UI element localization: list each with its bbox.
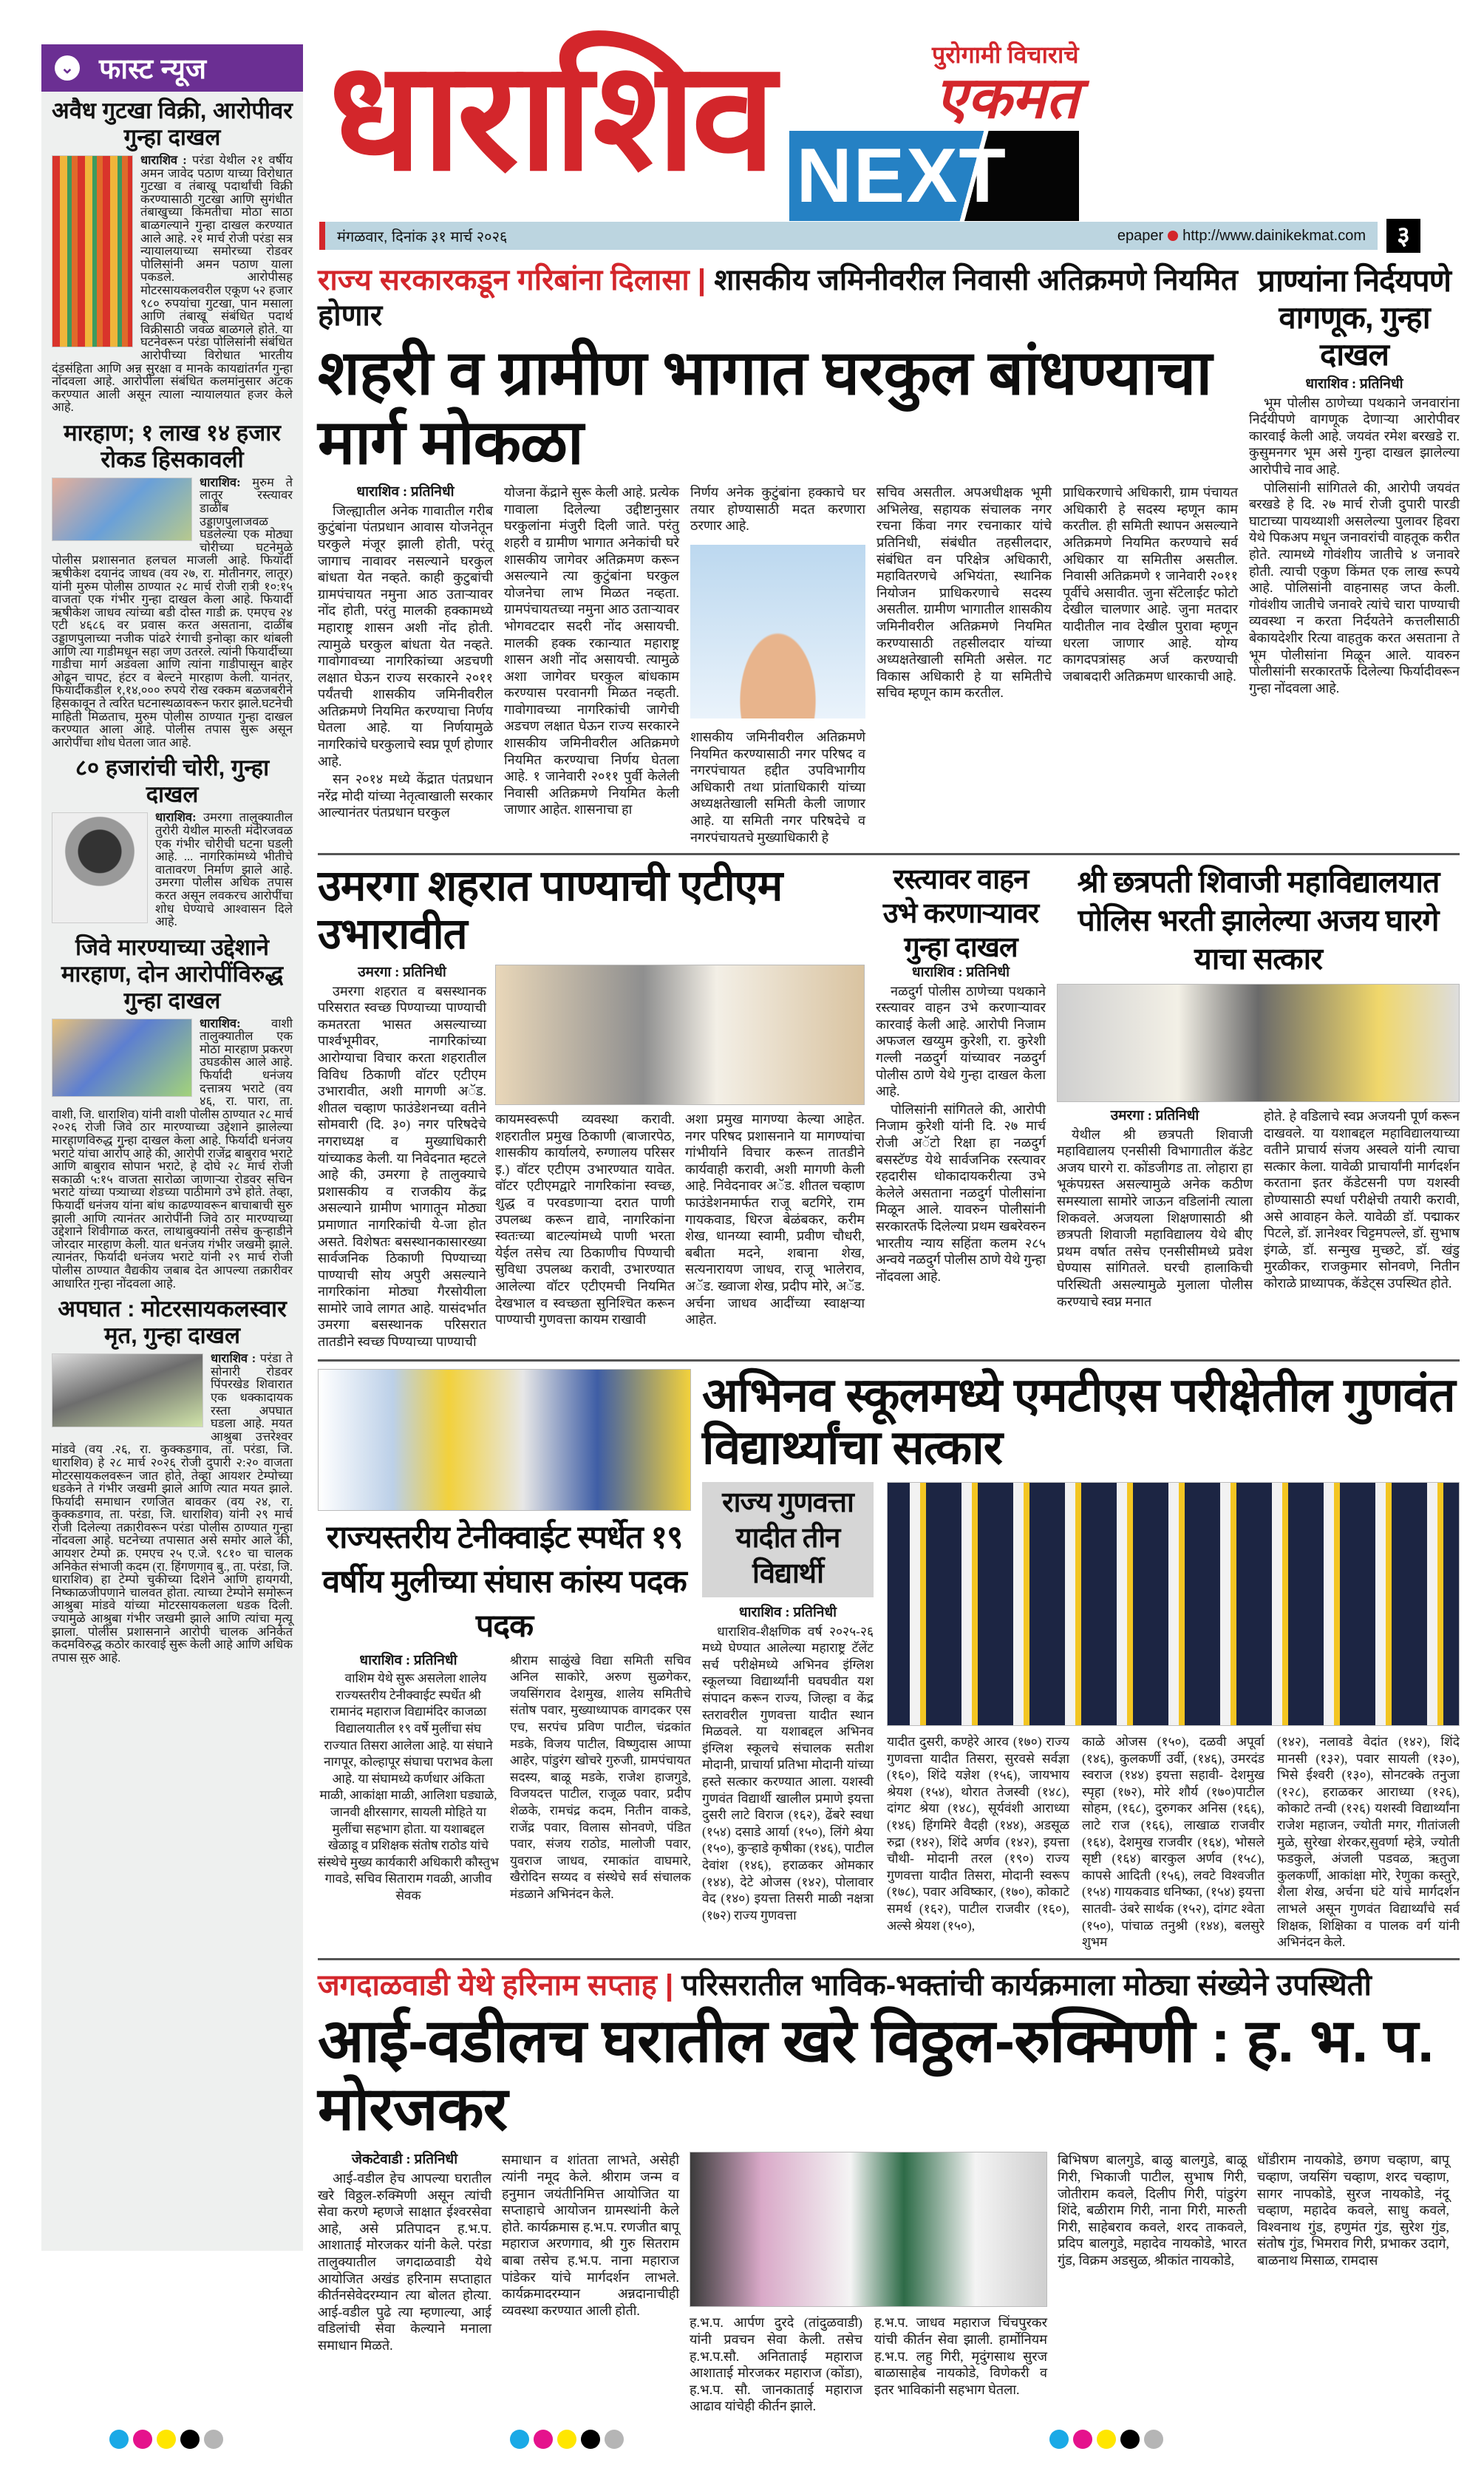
side-story[interactable] — [1249, 262, 1460, 698]
issue-date: मंगळवार, दिनांक ३१ मार्च २०२६ — [337, 228, 508, 245]
dateline: धाराशिव: — [155, 810, 197, 825]
masthead — [329, 32, 1079, 221]
vehicle-headline: रस्त्यावर वाहन उभे करणाऱ्यावर गुन्हा दाखल — [882, 864, 1039, 964]
saptah-kicker-line — [318, 1968, 1460, 2003]
students-group-photo — [887, 1482, 1460, 1726]
ncc-col-1 — [1057, 1108, 1253, 1311]
byline: उमरगा : प्रतिनिधी — [1110, 1108, 1199, 1124]
divider — [318, 1359, 1460, 1362]
tennis-team-photo — [318, 1369, 691, 1511]
accident-illustration — [52, 1353, 203, 1427]
website-link[interactable]: http://www.dainikekmat.com — [1182, 227, 1366, 244]
umarga-headline: उमरगा शहरात पाण्याची एटीएम उभारावीत — [318, 862, 783, 959]
side-headline: प्राण्यांना निर्दयपणे वागणूक, गुन्हा दाखल — [1258, 263, 1451, 372]
byline: धाराशिव : प्रतिनिधी — [356, 484, 455, 500]
kirtan-photo — [690, 2152, 1047, 2307]
saptah-story[interactable] — [318, 1968, 1460, 2415]
tennis-story[interactable] — [318, 1369, 691, 1906]
dateline: धाराशिव : — [140, 153, 187, 167]
abhinav-col-3: काळे ओजस (१५०), दळवी अपूर्वा (१४६), कुलकर्णी उर्वी, (१४६), उमरदंड स्वराज (१४४) इयत्ता सहावी- देशमुख स्पृहा (१७२), मोरे शौर्य (१७०)पाटील सोहम, (१६८), दुरुगकर अनिस (१६६), लाटे राज (१६६), लाखाळ राजवीर (१६४), देशमुख राजवीर (१६४), भोसले सृष्टी (१६४) बारकुल अर्णव (१५८), कापसे आदिती (१५६), लवटे विश्वजीत (१५४) गायकवाड धनिष्का, (१५४) इयत्ता सातवी- उंबरे सार्थक (१५२), दांगट श्वेता (१५०), पांचाळ तनुश्री (१४४), बलसुरे शुभम — [1082, 1734, 1265, 1950]
paragraph: सन २०१४ मध्ये केंद्रात पंतप्रधान नरेंद्र मोदी यांच्या नेतृत्वाखाली सरकार आल्यानंतर पंतप्रधान घरकुल — [318, 772, 493, 820]
abhinav-headline: अभिनव स्कूलमध्ये एमटीएस परीक्षेतील गुणवंत विद्यार्थ्यांचा सत्कार — [702, 1367, 1455, 1475]
paragraph: आई-वडील हेच आपल्या घरातील खरे विठ्ठल-रुक्मिणी असून त्यांची सेवा करणे म्हणजे साक्षात ईश्वरसेवा आहे, असे प्रतिपादन ह.भ.प. आशाताई मोरजकर यांनी केले. परंडा तालुक्यातील जगदाळवाडी येथे आयोजित अखंड हरिनाम सप्ताहात कीर्तनसेवेदरम्यान त्या बोलत होत्या. आई-वडील पुढे त्या म्हणाल्या, आई वडिलांची सेवा केल्याने मनाला समाधान मिळते. — [318, 2170, 491, 2353]
house-in-hand-photo — [690, 545, 865, 718]
umarga-col-2: कायमस्वरूपी व्यवस्था करावी. शहरातील प्रमुख ठिकाणी (बाजारपेठ, शासकीय कार्यालये, रुग्णालय परिसर इ.) वॉटर एटीएम उभारण्यात यावेत. वॉटर एटीएमद्वारे नागरिकांना स्वच्छ, शुद्ध व परवडणाऱ्या दरात पाणी उपलब्ध करून द्यावे, नागरिकांना स्वतःच्या बाटल्यांमध्ये पाणी भरता येईल तसेच त्या ठिकाणीच पिण्याची सुविधा उपलब्ध करावी, उभारण्यात आलेल्या वॉटर एटीएमची नियमित देखभाल व स्वच्छता सुनिश्चित करून पाण्याची गुणवत्ता कायम राखावी — [495, 1112, 675, 1328]
location-pin-icon — [1168, 231, 1178, 241]
byline: जेकटेवाडी : प्रतिनिधी — [351, 2152, 458, 2168]
fast-news-column — [41, 44, 303, 2251]
ncc-col-2: होते. हे वडिलाचे स्वप्न अजयनी पूर्ण करून दाखवले. या यशाबद्दल महाविद्यालयाच्या वतीने प्राचार्य संजय अस्वले यांनी त्याचा सत्कार केला. यावेळी प्राचार्यांनी मार्गदर्शन करताना इतर कॅडेटसनी पण यशस्वी होण्यासाठी स्पर्धा परीक्षेची तयारी करावी, असे आवाहन केले. यावेळी डॉ. पद्माकर पिटले, डॉ. ज्ञानेश्वर चिट्टमपल्ले, डॉ. सुभाष इंगळे, डॉ. सन्मुख मुच्छटे, डॉ. खंडु मुरळीकर, राजकुमार सोनवणे, नितीन कोराळे प्राध्यापक, कॅडेट्स उपस्थित होते. — [1264, 1109, 1460, 1291]
saptah-col-1 — [318, 2152, 491, 2355]
saptah-col-6: धोंडीराम नायकोडे, छगण चव्हाण, बापू चव्हाण, जयसिंग चव्हाण, शरद चव्हाण, सागर नापकोडे, सुरज नायकोडे, नंदू चव्हाण, महादेव कवले, साधु कवले, विश्वनाथ गुंड, हणुमंत गुंड, सुरेश गुंड, संतोष गुंड, भिमराव गिरी, प्रभाकर उदागे, बाळनाथ मिसाळ, रामदास — [1257, 2152, 1449, 2268]
umarga-col-1 — [318, 965, 486, 1352]
story-text: मुरुम ते लातूर रस्त्यावर डाळींब उड्डाणपुलाजवळ घडलेल्या एक मोठ्या चोरीच्या घटनेमुळे पोलीस प्रशासनात हलचल माजली आहे. फियार्दी ऋषीकेश दयानंद जाधव (वय २७, रा. मोतीनगर, लातूर) यांनी मुरुम पोलीस ठाण्यात २८ मार्च रोजी रात्री १०:१५ वाजता एक गंभीर गुन्हा दाखल केला आहे. फियार्दी ऋषीकेश जाधव त्यांच्या बडी दोस्त गाडी क्र. एमएच २४ एटी ४६८६ वर प्रवास करत असताना, दाळींब उड्डाणपुलाच्या नजीक पांढरे रंगाची इनोव्हा कार थांबली आणि त्या गाडीमधून सहा जण उतरले. त्यांनी फियार्दीच्या गाडीचा मार्ग अडवला आणि त्यांना गाडीपासून बाहेर ओढून चापट, हंटर व बेल्टने मारहाण केली. यानंतर, फियार्दीकडील १,१४,००० रुपये रोख रक्कम बळजबरीने हिसकावून ते त्वरित घटनास्थळावरून फरार झाले.घटनेची माहिती मिळताच, मुरुम पोलीस ठाण्यात गुन्हा दाखल करण्यात आला आहे. पोलीस तपास सुरू असून आरोपींचा शोध घेतला जात आहे. — [52, 475, 293, 750]
lead-columns — [318, 484, 1238, 846]
print-registration-marks — [1049, 2430, 1163, 2449]
news-headline: ८० हजारांची चोरी, गुन्हा दाखल — [75, 755, 270, 808]
epaper-label: epaper — [1117, 227, 1164, 244]
fast-news-header — [41, 44, 303, 92]
page-number: ३ — [1386, 219, 1420, 253]
abhinav-story[interactable] — [702, 1369, 1460, 1951]
gutkha-photo — [52, 155, 133, 347]
news-item[interactable] — [41, 749, 303, 928]
byline: धाराशिव : प्रतिनिधी — [911, 965, 1010, 981]
paragraph: पोलिसांनी सांगितले की, आरोपी निजाम कुरेशी यांनी दि. २७ मार्च रोजी अॅटो रिक्षा हा नळदुर्ग बसस्टॅण्ड येथे सार्वजनिक रस्त्यावर रहदारीस धोकादायकरीत्या उभे केलेले असताना नळदुर्ग पोलीसांना मिळून आले. यावरुन पोलीसांनी सरकारतर्फे दिलेल्या प्रथम खबरेवरुन भारतीय न्याय सहिंता कलम २८५ अन्वये नळदुर्ग पोलीस ठाणे येथे गुन्हा नोंदवला आहे. — [876, 1101, 1046, 1284]
assault-illustration — [52, 478, 192, 541]
lead-section — [318, 262, 1460, 846]
date-bar — [319, 222, 1378, 250]
paragraph: पोलिसांनी सांगितले की, आरोपी जयवंत बरखडे हे दि. २७ मार्च रोजी दुपारी पारडी घाटाच्या पायथ्याशी असलेल्या पुलावर हिवरा येथे पिकअप मधून जनावरांची वाहतूक करीत होते. त्यामध्ये गोवंशीय जातीचे ४ जनावरे होती. त्याची एकुण किंमत एक लाख रूपये आहे. पोलिसांनी वाहनासह जप्त केली. गोवंशीय जातीचे जनावरे त्यांचे चारा पाण्याची व्यवस्था न करता निर्दयतेने कत्तलीसाठी बेकायदेशीर रित्या वाहतुक करत असताना ते भूम पोलीसांना मिळून आले. यावरुन पोलीसांनी सरकारतर्फे दिलेल्या फिर्यादीवरून गुन्हा नोंदवला आहे. — [1249, 480, 1460, 696]
print-registration-marks — [109, 2430, 223, 2449]
lead-headline: शहरी व ग्रामीण भागात घरकुल बांधण्याचा मार्ग मोकळा — [318, 338, 1212, 478]
byline: धाराशिव : प्रतिनिधी — [359, 1652, 457, 1668]
main-content — [318, 262, 1460, 2415]
byline: उमरगा : प्रतिनिधी — [358, 965, 446, 980]
news-headline: जिवे मारण्याच्या उद्देशाने मारहाण, दोन आरोपींविरुद्ध गुन्हा दाखल — [61, 934, 284, 1013]
divider — [318, 1958, 1460, 1960]
byline: धाराशिव : प्रतिनिधी — [1305, 376, 1403, 392]
brand-tagline: पुरोगामी विचाराचे — [932, 41, 1079, 68]
paragraph: भूम पोलीस ठाणेच्या पथकाने जनवारांना निर्दयीपणे वागणूक देणाऱ्या आरोपीवर कारवाई केली आहे. जयवंत रमेश बरखडे रा. कुसुमनगर भूम असे गुन्हा दाखल झालेल्या आरोपीचे नाव आहे. — [1249, 395, 1460, 477]
saptah-kicker: जगदाळवाडी येथे हरिनाम सप्ताह | — [318, 1968, 674, 2002]
umarga-photo — [495, 965, 865, 1105]
abhinav-col-4: (१४२), नलावडे वेदांत (१४२), शिंदे मानसी (१३२), पवार सायली (१३०), भिसे ईश्वरी (१३०), सोनटक्के तनुजा (१२८), हराळकर आराध्या (१२६), कोकाटे तन्वी (१२६) यशस्वी विद्यार्थ्यांना राजेश महाजन, ज्योती मगर, गीतांजली मुळे, सुरेखा शेरकर,सुवर्णा म्हेत्रे, ज्योती फडकुले, अंजली पडवळ, ऋतुजा कुलकर्णी, आकांक्षा मोरे, रेणुका कस्तुरे, शैला शेख, अर्चना घंटे यांचे मार्गदर्शन लाभले असून गुणवंत विद्यार्थ्यांचे सर्व शिक्षक, शिक्षिका व पालक वर्ग यांनी अभिनंदन केले. — [1277, 1734, 1460, 1950]
saptah-headline: आई-वडीलच घरातील खरे विठ्ठल-रुक्मिणी : ह. भ. प. मोरजकर — [318, 2007, 1434, 2143]
lead-col-5: प्राधिकरणाचे अधिकारी, ग्राम पंचायत अधिकारी हे सदस्य म्हणून काम करतील. ही समिती स्थापन असल्याने अतिक्रमणे नियमित करण्याचे सर्व अधिकार या समितीस असतील. निवासी अतिक्रमणे १ जानेवारी २०११ पूर्वीचे असावीत. जुना सॅटेलाईट फोटो देखील चालणार आहे. जुना मतदार यादीतील नाव देखील पुरावा म्हणून धरला जाणार आहे. योग्य कागदपत्रांसह अर्ज करण्याची जबाबदारी अतिक्रमण धारकाची आहे. — [1063, 485, 1238, 684]
byline: धाराशिव : प्रतिनिधी — [738, 1605, 837, 1620]
lead-subhead: शासकीय जमिनीवरील निवासी अतिक्रमणे नियमित होणार — [318, 264, 1238, 332]
umarga-story[interactable] — [318, 863, 865, 1352]
dateline: धाराशिव: — [200, 1016, 241, 1030]
paragraph: नळदुर्ग पोलीस ठाणेच्या पथकाने रस्त्यावर वाहन उभे करणाऱ्यावर कारवाई केली आहे. आरोपी निजाम अफजल खय्युम कुरेशी, रा. कुरेशी गल्ली नळदुर्ग यांच्यावर नळदुर्ग पोलीस ठाणे येथे गुन्हा दाखल केला आहे. — [876, 983, 1046, 1099]
beating-illustration — [52, 1019, 192, 1097]
paragraph: उमरगा शहरात व बसस्थानक परिसरात स्वच्छ पिण्याच्या पाण्याची कमतरता भासत असल्याच्या पार्श्वभूमीवर, नागरिकांच्या आरोग्याचा विचार करता शहरातील विविध ठिकाणी वॉटर एटीएम उभारावीत, अशी मागणी अॅड. शीतल चव्हाण फाउंडेशनच्या वतीने सोमवारी (दि. ३०) नगर परिषदेचे नगराध्यक्ष व मुख्याधिकारी यांच्याकड केली. या निवेदनात म्हटले आहे की, उमरगा हे तालुक्याचे प्रशासकीय व राजकीय केंद्र असल्याने ग्रामीण भागातून मोठ्या प्रमाणात नागरिकांची ये-जा होत असते. विशेषतः बसस्थानकासारख्या सार्वजनिक ठिकाणी पिण्याच्या पाण्याची सोय अपुरी असल्याने नागरिकांना मोठ्या गैरसोयीला सामोरे जावे लागत आहे. यासंदर्भात उमरगा बसस्थानक परिसरात तातडीने स्वच्छ पिण्याच्या पाण्याची — [318, 983, 486, 1350]
tennis-col-1 — [318, 1653, 499, 1906]
story-text: परंडा ते सोनारी रोडवर पिंपरखेड शिवारात एक धक्कादायक रस्ता अपघात घडला आहे. मयत आश्रुबा उत्तरेश्वर मांडवे (वय .२६, रा. कुक्कडगाव, ता. परंडा, जि. धाराशिव) हे २८ मार्च २०२६ रोजी दुपारी २:२० वाजता मोटरसायकलवरून जात होते, तेव्हा आयशर टेम्पोच्या धडकेने ते गंभीर जखमी झाले आणि त्यात मयत झाले. फिर्यादी समाधान रणजित बावकर (वय २४, रा. कुक्कडगाव, ता. परंडा, जि. धाराशिव) यांनी २९ मार्च रोजी दिलेल्या तक्रारीवरून परंडा पोलीस ठाण्यात गुन्हा नोंदवला आहे. घटनेच्या तपासात असे समोर आले की, आयशर टेम्पो क्र. एमएच २५ ए.जे. ९८१० चा चालक अनिकेत संभाजी कदम (रा. हिंगणगाव बु., ता. परंडा, जि. धाराशिव) हा टेम्पो चुकीच्या दिशेने आणि हायगयी, निष्काळजीपणाने चालवत होता. त्याच्या टेम्पोने समोरून आश्रुबा मांडवे यांच्या मोटरसायकलला धडक दिली. ज्यामुळे आश्रुबा गंभीर जखमी झाले आणि त्यांचा मृत्यू झाला. पोलीस प्रशासनाने आरोपी चालक अनिकेत कदमविरुद्ध कठोर कारवाई सुरू केली आहे आणि अधिक तपास सुरु आहे. — [52, 1351, 293, 1665]
lead-col-4: सचिव असतील. अपअधीक्षक भूमी अभिलेख, सहायक संचालक नगर रचना किंवा नगर रचनाकार यांचे प्रतिनिधी, संबंधीत तहसीलदार, संबंधित वन परिक्षेत्र अधिकारी, महावितरणचे अभियंता, स्थानिक नियोजन प्राधिकरणाचे सदस्य असतील. ग्रामीण भागातील शासकीय जमिनीवरील अतिक्रमणे नियमित करण्यासाठी तहसीलदार यांच्या अध्यक्षतेखाली समिती असेल. गट विकास अधिकारी हे या समितीचे सचिव म्हणून काम करतील. — [877, 485, 1052, 701]
second-section — [318, 863, 1460, 1352]
fast-news-title: फास्ट न्यूज — [99, 54, 207, 85]
lead-kicker-line — [318, 262, 1238, 333]
story-text: उमरगा तालुक्यातील तुरोरी येथील मारुती मंदीरजवळ एक गंभीर चोरीची घटना घडली आहे. ... नागरिकांमध्ये भीतीचे वातावरण निर्माण झाले आहे. उमरगा पोलीस अधिक तपास करत असून लवकरच आरोपींचा शोध घेण्याचे आश्वासन दिले आहे. — [155, 810, 293, 928]
lead-kicker: राज्य सरकारकडून गरिबांना दिलासा | — [318, 264, 707, 296]
third-section — [318, 1369, 1460, 1951]
news-item[interactable] — [41, 1290, 303, 1664]
print-registration-marks — [510, 2430, 624, 2449]
paragraph: धाराशिव-शैक्षणिक वर्ष २०२५-२६ मध्ये घेण्यात आलेल्या महाराष्ट्र टॅलेंट सर्च परीक्षेमध्ये अभिनव इंग्लिश स्कूलच्या विद्यार्थ्यांनी घवघवीत यश संपादन करून राज्य, जिल्हा व केंद्र स्तरावरील गुणवत्ता यादीत स्थान मिळवले. या यशाबद्दल अभिनव इंग्लिश स्कूलचे संचालक सतीश मोदानी, प्राचार्या प्रतिभा मोदानी यांच्या हस्ते सत्कार करण्यात आला. यशस्वी गुणवंत विद्यार्थी खालील प्रमाणे इयत्ता दुसरी लाटे विराज (१६२), ढेंबरे स्वधा (१५४) दसाडे आर्या (१५०), लिंगे श्रेया (१५०), कुऱ्हाडे कृषीका (१४६), पाटील देवांश (१४६), हराळकर ओमकार (१४४), देटे ओजस (१४२), पोलावार वेद (१४०) इयत्ता तिसरी माळी नक्षत्रा (१७२) राज्य गुणवत्ता — [702, 1623, 874, 1923]
brand-block — [789, 41, 1079, 221]
saptah-col-4: ह.भ.प. जाधव महाराज चिंचपुरकर यांची कीर्तन सेवा झाली. हार्मोनियम ह.भ.प. लहु गिरी, मृदुंगसाथ सुरज बाळासाहेब नायकोडे, विणेकरी व इतर भाविकांनी सहभाग घेतला. — [874, 2315, 1047, 2397]
news-item[interactable] — [41, 92, 303, 414]
ncc-headline: श्री छत्रपती शिवाजी महाविद्यालयात पोलिस भरती झालेल्या अजय घारगे याचा सत्कार — [1077, 865, 1440, 976]
story-text: परंडा येथील २१ वर्षीय अमन जावेद पठाण याच्या विरोधात गुटखा व तंबाखू पदार्थांची विक्री करण्यासाठी गुटखा आणि सुगंधीत तंबाखुच्या किमतीचा मोठा साठा बाळगल्याने गुन्हा दाखल करण्यात आले आहे. २१ मार्च रोजी परंडा सत्र न्यायालयाच्या समोरच्या रोडवर पोलिसांनी अमन पठाण याला पकडले. आरोपीसह मोटरसायकलवरील एकूण ५२ हजार ९८० रुपयांचा गुटखा, पान मसाला आणि तंबाखू संबंधित पदार्थ विक्रीसाठी जवळ बाळगले होते. या घटनेवरून परंडा पोलिसांनी संबंधित आरोपीच्या विरोधात भारतीय दंडसंहिता आणि अन्न सुरक्षा व मानके कायद्यांतर्गत गुन्हा नोंदवला आहे. आरोपीला संबंधित कलमांनुसार अटक करण्यात आली असून त्याला न्यायालयात हजर केले आहे. — [52, 153, 293, 414]
next-logo: NEXT — [789, 131, 1079, 221]
dateline: धाराशिव: — [200, 475, 241, 489]
divider — [318, 853, 1460, 855]
dateline: धाराशिव : — [211, 1351, 256, 1366]
paragraph: वाशिम येथे सुरू असलेला शालेय राज्यस्तरीय टेनीक्वाईट स्पर्धेत श्री रामानंद महाराज विद्यामंदिर काजळा विद्यालयातील १९ वर्षे मुलींचा संघ राज्यात तिसरा आलेला आहे. या संघाने नागपूर, कोल्हापूर संघाचा पराभव केला आहे. या संघामध्ये कर्णधार अंकिता माळी, आकांक्षा माळी, आलिशा घड्याळे, जानवी क्षीरसागर, सायली मोहिते या मुलींचा सहभाग होता. या यशाबद्दल खेळाडू व प्रशिक्षक संतोष राठोड यांचे संस्थेचे मुख्य कार्यकारी अधिकारी कौस्तुभ गावडे, सचिव सिताराम गवळी, आजीव सेवक — [318, 1671, 499, 1903]
news-headline: अपघात : मोटरसायकलस्वार मृत, गुन्हा दाखल — [58, 1296, 287, 1349]
lead-col-3 — [690, 484, 865, 846]
abhinav-col-1 — [702, 1605, 874, 1923]
ncc-photo — [1057, 984, 1460, 1102]
brand-logo: एकमत — [935, 65, 1079, 131]
masthead-logo: धाराशिव — [329, 32, 772, 201]
abhinav-col-2: यादीत दुसरी, कण्हेरे आरव (१७०) राज्य गुणवत्ता यादीत तिसरा, सुरवसे सर्वज्ञा (१६०), शिंदे यज्ञेश (१५६), जायभाय श्रेयश (१५४), थोरात तेजस्वी (१४८), दांगट श्रेया (१४८), सूर्यवंशी आराध्या (१४६) हिंगमिरे वैदही (१४४), अडसूळ रुद्रा (१४२), शिंदे अर्णव (१४२), इयत्ता चौथी- मोदानी तरल (१९०) राज्य गुणवत्ता यादीत तिसरा, मोदानी स्वरूप (१७८), पवार अविष्कार, (१७०), कोकाटे समर्थ (१६२), पाटील राजवीर (१६०), अल्से श्रेयश (१५०), — [887, 1734, 1069, 1933]
lead-col-2: योजना केंद्राने सुरू केली आहे. प्रत्येक गावाला दिलेल्या उद्दीष्टानुसार घरकुलांना मंजुरी दिली जाते. परंतु शहरी व ग्रामीण भागात अनेकांची घरे शासकीय जागेवर अतिक्रमण करून असल्याने त्या कुटुंबांना घरकुल योजनेचा लाभ मिळत नव्हता. ग्रामपंचायतच्या नमुना आठ उताऱ्यावर भोगवटदार सदरी नोंद असायची. मालकी हक्क रकान्यात महाराष्ट्र शासन अशी नोंद असायची. त्यामुळे अशा जागेवर घरकुल बांधकाम करण्यास परवानगी मिळत नव्हती. गावोगावच्या नागरिकांची जागेची अडचण लक्षात घेऊन राज्य सरकारने शासकीय जमिनीवरील अतिक्रमणे नियमित करण्याचा निर्णय घेतला आहे. १ जानेवारी २०११ पुर्वी केलेली निवासी अतिक्रमणे नियमित केली जाणार आहेत. शासनाचा हा — [504, 485, 679, 818]
ncc-story[interactable] — [1057, 863, 1460, 1311]
saptah-col-2: समाधान व शांतता लाभते, असेही त्यांनी नमूद केले. श्रीराम जन्म व हनुमान जयंतीनिमित्त आयोजित या सप्ताहाचे आयोजन ग्रामस्थांनी केले होते. कार्यक्रमास ह.भ.प. रणजीत बापू महाराज अरणगाव, श्री गुरु सितराम बाबा तसेच ह.भ.प. नाना महाराज पांडेकर यांचे मार्गदर्शन लाभले. कार्यक्रमादरम्यान अन्नदानाचीही व्यवस्था करण्यात आली होती. — [502, 2152, 679, 2318]
chevron-down-icon: ⌄ — [55, 55, 80, 81]
story-text: वाशी तालुक्यातील एक मोठा मारहाण प्रकरण उघडकीस आले आहे. फिर्यादी धनंजय दत्तात्रय भराटे (वय ४६, रा. पारा, ता. वाशी, जि. धाराशिव) यांनी वाशी पोलीस ठाण्यात २८ मार्च २०२६ रोजी जिवे ठार मारण्याच्या उद्देशाने झालेल्या मारहाणविरुद्ध गुन्हा दाखल केला आहे. फिर्यादी धनंजय भराटे यांचा आरोप आहे की, आरोपी राजेंद्र बाबुराव भराटे आणि बाबुराव सोपान भराटे, हे दोघे २८ मार्च रोजी सकाळी ५:१५ वाजता सारोळा जाणाऱ्या रोडवर सचिन भराटे यांच्या पत्र्याच्या शेडच्या पाठीमागे उभे होते. तेव्हा, फियार्दी धनंजय यांना बांध काढण्यावरून बाचाबाची सुरु झाली आणि त्यानंतर आरोपींनी जिवे ठार मारण्याच्या उद्देशाने शिवीगाळ करत, लाथाबुक्यांनी तसेच कुऱ्हाडीने जोरदार मारहाण केली. यात धनंजय गंभीर जखमी झाले. त्यानंतर, फिर्यादी धनंजय भराटे यांनी २९ मार्च रोजी पोलीस ठाण्यात वैद्यकीय जबाब देत आपल्या तक्रारीवर आधारित गुन्हा नोंदवला आहे. — [52, 1016, 293, 1291]
vehicle-story[interactable] — [876, 863, 1046, 1286]
saptah-col-3: ह.भ.प. आर्पण दुरदे (तांदुळवाडी) यांनी प्रवचन सेवा केली. तसेच ह.भ.प.सौ. अनिताताई महाराज आशाताई मोरजकर महाराज (कोंडा), ह.भ.प. सौ. जानकाताई महाराज आढाव यांचेही कीर्तन झाले. — [690, 2315, 862, 2414]
news-item[interactable] — [41, 414, 303, 749]
tennis-col-2: श्रीराम साळुंखे विद्या समिती सचिव अनिल साकोरे, अरुण सुळगेकर, जयसिंगराव देशमुख, शालेय समितीचे संतोष पवार, मुख्याध्यापक वागदकर एस एच, सरपंच प्रविण पाटील, चंद्रकांत मडके, विजय पाटील, विष्णुदास आप्पा आहेर, पांडुरंग खोचरे गुरुजी, ग्रामपंचायत सदस्य, बाळू मडके, राजेश हाजगुडे, विजयदत्त पाटील, राजूळ पवार, प्रदीप शेळके, रामचंद्र कदम, नितीन वाकडे, राजेंद्र पवार, विलास सोनवणे, पंडित पवार, संजय राठोड, मालोजी पवार, युवराज जाधव, रमाकांत वाघमारे, खैरोदिन सय्यद व संस्थेचे सर्व संचालक मंडळाने अभिनंदन केले. — [510, 1653, 691, 1901]
umarga-col-3: अशा प्रमुख मागण्या केल्या आहेत. नगर परिषद प्रशासनाने या मागण्यांचा गांभीर्याने विचार करून तातडीने कार्यवाही करावी, अशी मागणी केली आहे. निवेदनावर अॅड. शीतल चव्हाण फाउंडेशनमार्फत राजू बटगिरे, राम गायकवाड, धिरज बेळंबकर, करीम शेख, धानय्या स्वामी, प्रवीण चौधरी, बबीता मदने, शबाना शेख, सत्यनारायण जाधव, राजू भालेराव, अॅड. ख्वाजा शेख, प्रदीप मोरे, अॅड. अर्चना जाधव आदींच्या स्वाक्षऱ्या आहेत. — [685, 1112, 865, 1328]
merit-callout-box: राज्य गुणवत्ता यादीत तीन विद्यार्थी — [702, 1482, 874, 1597]
news-item[interactable] — [41, 928, 303, 1290]
saptah-subhead: परिसरातील भाविक-भक्तांची कार्यक्रमाला मोठ्या संख्येने उपस्थिती — [681, 1968, 1372, 2002]
paragraph: शासकीय जमिनीवरील अतिक्रमणे नियमित करण्यासाठी नगर परिषद व नगरपंचायत हद्दीत उपविभागीय अधिकारी तथा प्रांताधिकारी यांच्या अध्यक्षतेखाली समिती केली जाणार आहे. या समिती नगर परिषदेचे व नगरपंचायतचे मुख्याधिकारी हे — [690, 729, 865, 845]
news-headline: मारहाण; १ लाख १४ हजार रोकड हिसकावली — [64, 419, 281, 472]
saptah-col-5: बिभिषण बालगुडे, बाळु बालगुडे, बाळू गिरी, भिकाजी पाटील, सुभाष गिरी, जोतीराम कवले, दिलीप गिरी, पांडुरंग शिंदे, बळीराम गिरी, नाना गिरी, मारुती गिरी, साहेबराव कवले, शरद ताकवले, प्रदिप बालगुडे, महादेव नायकोडे, भारत गुंड, विक्रम अडसुळ, श्रीकांत नायकोडे, — [1058, 2152, 1247, 2268]
news-headline: अवैध गुटखा विक्री, आरोपीवर गुन्हा दाखल — [52, 98, 293, 150]
lead-col-1 — [318, 484, 493, 823]
paragraph: निर्णय अनेक कुटुंबांना हक्काचे घर तयार होण्यासाठी मदत करणारा ठरणार आहे. — [690, 485, 865, 534]
tennis-headline: राज्यस्तरीय टेनीक्वाईट स्पर्धेत १९ वर्षीय मुलीच्या संघास कांस्य पदक पदक — [322, 1519, 687, 1644]
thief-illustration — [52, 812, 148, 923]
paragraph: जिल्ह्यातील अनेक गावातील गरीब कुटुंबांना पंतप्रधान आवास योजनेतून घरकुले मंजूर झाली होती, परंतू जागाच नावावर नसल्याने घरकुल बांधता येत नव्हते. काही कुटुबांची ग्रामपंचायत नमुना आठ उताऱ्यावर नोंद होती, परंतु मालकी हक्कामध्ये महाराष्ट्र शासन अशी नोंद होती. त्यामुळे घरकुल बांधता येत नव्हते. गावोगावच्या नागरिकांच्या अडचणी लक्षात घेऊन राज्य सरकारने २०११ पर्यंतची शासकीय जमिनीवरील अतिक्रमणे नियमित करण्याचा निर्णय घेतला आहे. या निर्णयामुळे नागरिकांचे घरकुलाचे स्वप्न पूर्ण होणार आहे. — [318, 503, 493, 769]
paragraph: येथील श्री छत्रपती शिवाजी महाविद्यालय एनसीसी विभागातील कॅडेट अजय घारगे रा. कोंडजीगड ता. लोहारा हा भूकंपग्रस्त असल्यामुळे अनेक कठीण समस्याला सामोरे जाऊन वडिलांनी त्याला शिकवले. अजयला शिक्षणासाठी श्री छत्रपती शिवाजी महाविद्यालय येथे बीए प्रथम वर्षात तसेच एनसीसीमध्ये प्रवेश घेण्यास सांगितले. घरची हालाकिची परिस्थिती असल्यामुळे मुलाला पोलीस करण्याचे स्वप्न मनात — [1057, 1126, 1253, 1309]
lead-story[interactable] — [318, 262, 1238, 846]
